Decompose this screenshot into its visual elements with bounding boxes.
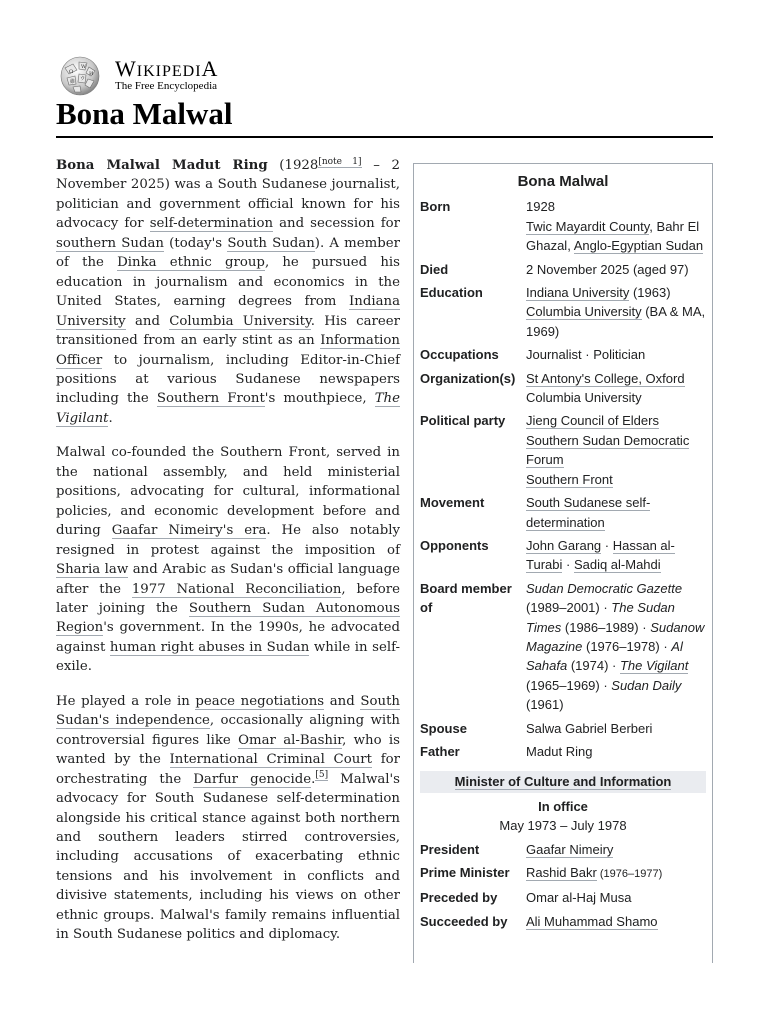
infobox-row-prime-minister [420,863,706,884]
text: (1986–1989) · [561,619,651,635]
link-information-officer[interactable]: Information Officer [56,333,400,368]
subject-name: Bona Malwal Madut Ring [56,158,268,173]
label: Prime Minister [420,865,510,880]
label: Movement [420,495,485,511]
value [526,536,706,575]
text: He played a role in [56,693,196,709]
note-link[interactable]: [note 1] [318,156,362,167]
link-southern-front[interactable]: Southern Front [156,391,265,407]
infobox-row-board [420,579,706,715]
text: Columbia University [526,390,642,406]
text: (1961) [526,697,564,713]
link-southern-sudan-autonomous-region[interactable]: Southern Sudan Autonomous Region [56,600,401,636]
paragraph-1 [56,156,400,428]
label: Political party [420,413,506,429]
value: Salwa Gabriel Berberi [526,720,653,736]
value [526,411,706,489]
wikipedia-globe-icon[interactable] [55,54,107,96]
link-st-antonys-college[interactable]: St Antony's College, Oxford [526,370,685,386]
text: (today's [163,235,228,251]
value [526,863,706,884]
infobox-row-born [420,197,706,255]
infobox-title: Bona Malwal [517,173,609,190]
link-darfur-genocide[interactable]: Darfur genocide [193,771,312,787]
value [526,493,706,532]
value [526,283,706,341]
infobox-row-spouse [420,719,706,738]
label: Board member of [420,580,512,616]
text: and secession for [273,216,401,232]
link-anglo-egyptian-sudan[interactable]: Anglo-Egyptian Sudan [573,238,704,254]
section-title-link[interactable]: Minister of Culture and Information [454,774,672,790]
paragraph-3 [56,692,400,945]
link-dinka[interactable]: Dinka ethnic group [117,255,265,271]
value: Madut Ring [526,743,593,759]
text: , before later joining the [56,581,400,616]
text: and Arabic as Sudan's official language after the [56,562,400,597]
text: Sudan Democratic Gazette [526,580,683,596]
infobox-row-party [420,411,706,489]
link-columbia-university[interactable]: Columbia University [169,313,311,329]
link-human-rights-abuses[interactable]: human right abuses in Sudan [109,639,310,655]
value: 2 November 2025 (aged 97) [526,261,689,277]
office-dates: May 1973 – July 1978 [499,818,627,834]
text: . [108,410,113,426]
infobox-row-died [420,260,706,279]
wordmark-rest: IKIPEDI [136,63,202,80]
label: Preceded by [420,890,498,906]
text: (1976–1977) [596,868,663,880]
link-rashid-bakr[interactable]: Rashid Bakr [526,865,597,880]
text: while in self-exile. [56,639,401,675]
link-columbia-university[interactable]: Columbia University [526,304,642,320]
wikipedia-wordmark[interactable] [115,56,218,82]
label: President [420,841,480,857]
svg-text:維: 維 [70,79,76,85]
infobox-row-preceded-by [420,888,706,907]
value [526,197,706,255]
article-body [56,156,400,960]
label: Born [420,199,451,215]
link-indiana-university[interactable]: Indiana University [526,285,630,301]
born-year: 1928 [526,199,555,215]
link-the-vigilant[interactable]: The Vigilant [56,391,400,426]
reference-link[interactable]: [5] [315,770,329,781]
link-twic-mayardit-county[interactable]: Twic Mayardit County [526,218,650,234]
link-jieng-council[interactable]: Jieng Council of Elders [526,413,659,429]
infobox-row-father [420,742,706,761]
link-indiana-university[interactable]: Indiana University [56,294,400,329]
text: , he pursued his education in journalism and economics in the United States, earning degrees from [56,255,401,310]
link-southern-front[interactable]: Southern Front [526,471,613,487]
value [526,912,706,931]
in-office-label: In office [538,798,588,814]
label: Died [420,261,449,277]
value [526,840,706,859]
value: Journalist · Politician [526,347,646,363]
infobox-section-header [420,771,706,792]
infobox-row-succeeded-by [420,912,706,931]
link-southern-sudan[interactable]: southern Sudan [56,235,164,251]
text: for orchestrating the [56,752,401,787]
link-sharia-law[interactable]: Sharia law [56,562,129,578]
value [526,369,706,408]
text: . His career transitioned from an early stint as an [56,313,401,349]
label: Succeeded by [420,913,508,929]
link-south-sudan[interactable]: South Sudan [227,235,315,251]
page-title: Bona Malwal [56,96,233,131]
text: . He also notably resigned in protest against the imposition of [56,523,400,558]
text: 's government. In the 1990s, he advocated against [56,620,400,655]
link-ssdf[interactable]: Southern Sudan Democratic Forum [526,432,690,468]
text: · [562,557,574,573]
label: Father [420,743,460,759]
text: , occasionally aligning with controversial figures like [56,713,400,748]
infobox-row-organizations [420,369,706,408]
paragraph-2 [56,443,400,676]
wordmark-a: A [201,56,219,81]
text: Al Sahafa [526,638,683,674]
infobox-row-movement [420,493,706,532]
link-nimeiry-era[interactable]: Gaafar Nimeiry's era [111,523,267,539]
link-1977-reconciliation[interactable]: 1977 National Reconciliation [131,581,342,597]
label: Organization(s) [420,370,516,386]
text: ). A member of the [56,235,401,271]
link-ali-muhammad-shamo[interactable]: Ali Muhammad Shamo [526,913,658,929]
text: (1963) [629,285,671,301]
text: (1976–1978) · [582,638,672,654]
infobox-row-opponents [420,536,706,575]
text: · [601,537,613,553]
value [526,579,706,715]
link-the-vigilant[interactable]: The Vigilant [619,658,689,674]
text: The Sudan Times [526,600,675,635]
infobox [413,163,713,963]
link-icc[interactable]: International Criminal Court [169,752,373,768]
wordmark-w: W [115,56,137,81]
text: (1989–2001) · [526,600,612,616]
infobox-row-president [420,840,706,859]
text: Malwal co-founded the Southern Front, served in the national assembly, and held ministerial positions, advocating for cultural, informational policies, and economic development before and during [56,445,400,539]
label: Spouse [420,720,467,736]
link-john-garang[interactable]: John Garang [526,537,602,553]
text: , who is wanted by the [56,732,400,768]
text: . [311,771,316,787]
link-south-sudan-independence[interactable]: South Sudan's independence [56,693,400,729]
text: – 2 November 2025) was a South Sudanese journalist, politician and government official known for his advocacy for [56,158,400,232]
value: Omar al-Haj Musa [526,890,632,906]
label: Education [420,285,483,301]
svg-text:Ω: Ω [69,69,74,75]
link-gaafar-nimeiry[interactable]: Gaafar Nimeiry [526,841,614,857]
text: , Bahr El Ghazal, [526,218,700,254]
text: (BA & MA, 1969) [526,304,706,339]
link-peace-negotiations[interactable]: peace negotiations [195,693,325,709]
link-self-determination[interactable]: South Sudanese self-determination [526,495,651,530]
link-self-determination[interactable]: self-determination [149,216,274,232]
site-header [55,52,715,97]
tagline: The Free Encyclopedia [115,80,218,92]
svg-text:W: W [81,64,87,70]
text: (1965–1969) · [526,677,612,693]
link-hassan-al-turabi[interactable]: Hassan al-Turabi [526,537,675,573]
infobox-row-education [420,283,706,341]
link-sadiq-al-mahdi[interactable]: Sadiq al-Mahdi [573,557,661,573]
text: (1928 [267,158,319,173]
text: and [125,313,170,329]
label: Occupations [420,347,499,363]
text: Sudanow Magazine [526,619,705,654]
text: (1974) · [567,658,620,674]
text: Sudan Daily [611,677,682,693]
text: 's mouthpiece, [264,391,375,407]
link-omar-al-bashir[interactable]: Omar al-Bashir [238,732,343,748]
text: and [324,693,361,709]
text: Malwal's advocacy for South Sudanese self-determination alongside his critical stance against both northern and southern leaders stirred controversies, including accusations of exacerbating ethnic tensions and his involvement in conflicts and divisive statements, including his views on other ethnic groups. Malwal's family remains influential in South Sudanese politics and diplomacy. [56,771,400,943]
title-divider [56,136,713,138]
svg-text:И: И [89,71,94,77]
label: Opponents [420,537,489,553]
infobox-row-occupations [420,345,706,364]
text: to journalism, including Editor-in-Chief positions at various Sudanese newspapers including the [56,352,400,407]
svg-text:ウ: ウ [80,76,86,82]
